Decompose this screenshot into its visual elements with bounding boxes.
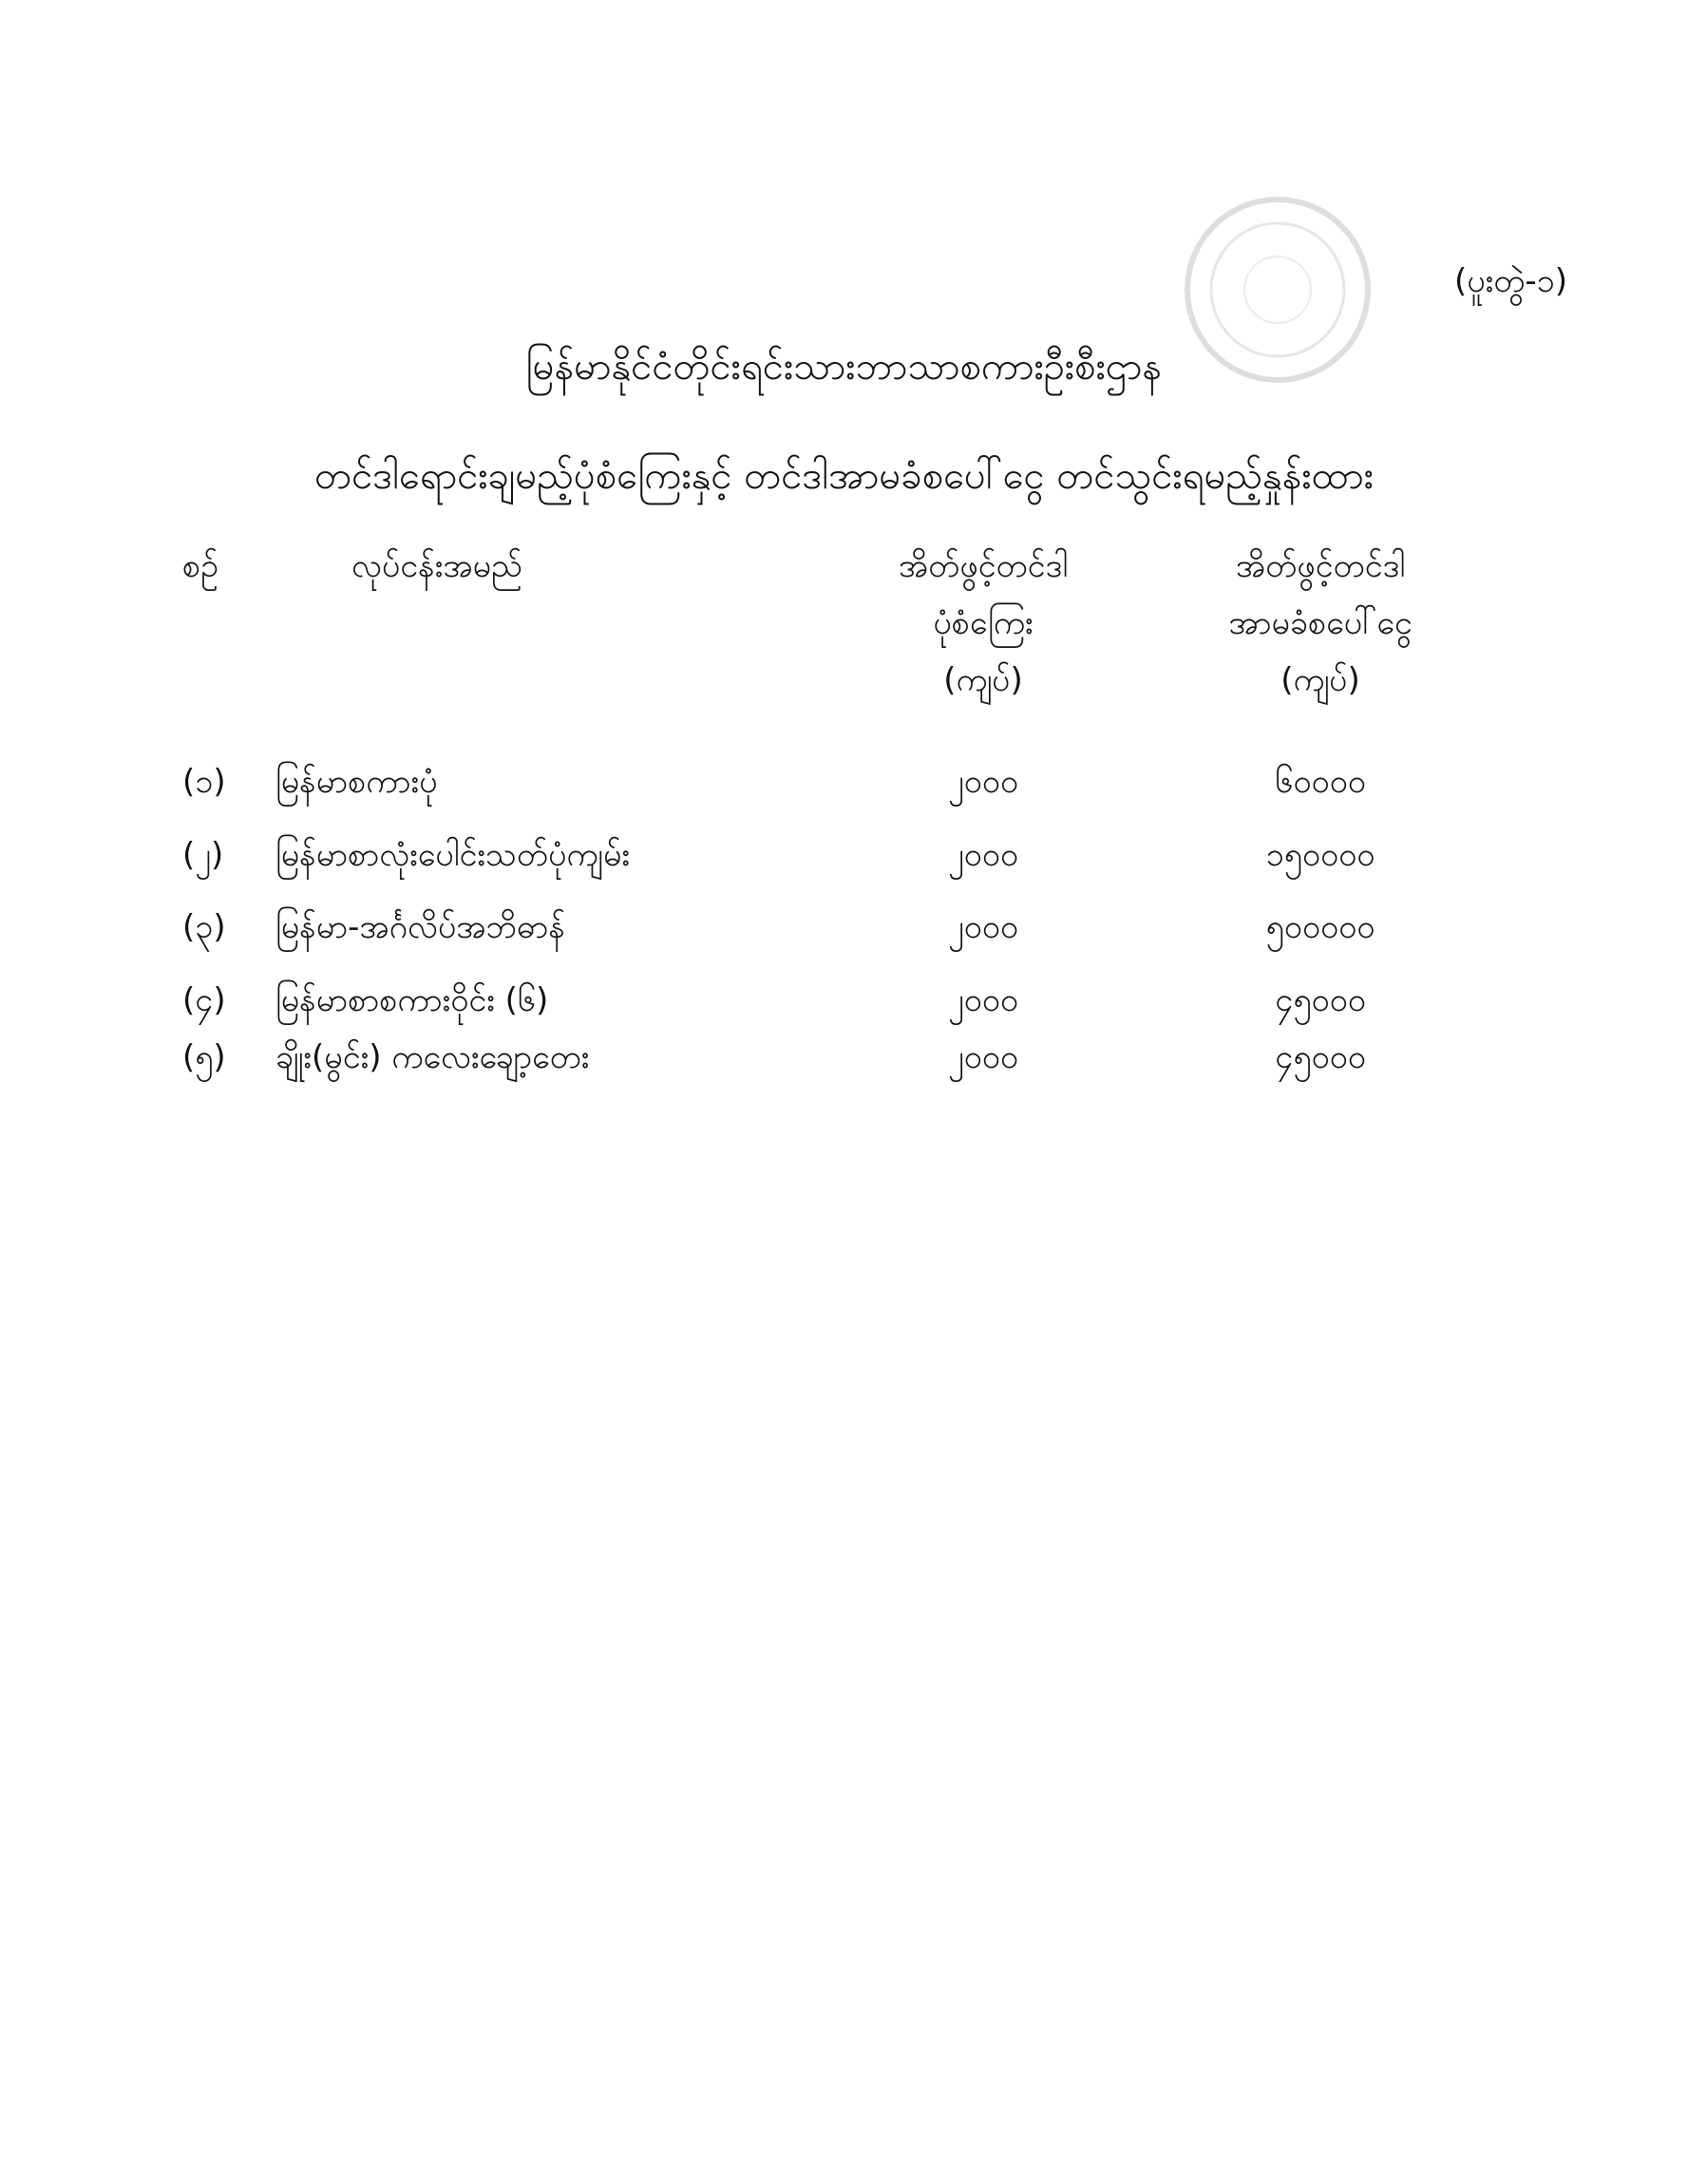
row-serial: (၅) <box>182 1038 226 1076</box>
header-fee-line-1: အိတ်ဖွင့်တင်ဒါ <box>898 547 1069 585</box>
row-fee: ၂၀၀၀ <box>947 836 1019 874</box>
header-fee-line-2: ပုံစံကြေး <box>933 604 1034 642</box>
annex-label: (ပူးတွဲ-၁) <box>1453 262 1567 300</box>
row-fee: ၂၀၀၀ <box>947 908 1019 946</box>
row-work-name: ချိုး(မွင်း) ကလေးချော့တေး <box>275 1038 590 1076</box>
header-amount-line-1: အိတ်ဖွင့်တင်ဒါ <box>1235 547 1406 585</box>
table-row <box>0 978 1688 1035</box>
table-row <box>0 833 1688 890</box>
row-fee: ၂၀၀၀ <box>947 1038 1019 1076</box>
table-row <box>0 905 1688 962</box>
row-work-name: မြန်မာ-အင်္ဂလိပ်အဘိဓာန် <box>275 908 565 946</box>
row-amount: ၄၅၀၀၀ <box>1275 1038 1366 1076</box>
row-amount: ၁၅၀၀၀၀ <box>1265 836 1375 874</box>
row-work-name: မြန်မာစာလုံးပေါင်းသတ်ပုံကျမ်း <box>275 836 631 874</box>
row-amount: ၅၀၀၀၀၀ <box>1265 908 1375 946</box>
row-serial: (၃) <box>182 908 226 946</box>
header-amount-line-3: (ကျပ်) <box>1280 661 1360 699</box>
row-work-name: မြန်မာစကားပုံ <box>275 763 438 801</box>
row-fee: ၂၀၀၀ <box>947 763 1019 801</box>
row-fee: ၂၀၀၀ <box>947 981 1019 1019</box>
header-fee-line-3: (ကျပ်) <box>943 661 1023 699</box>
row-serial: (၁) <box>182 763 226 801</box>
row-work-name: မြန်မာစာစကားဝိုင်း (၆) <box>275 981 549 1019</box>
header-tender-form-fee <box>860 538 1107 709</box>
table-row <box>0 760 1688 817</box>
table-row <box>0 1035 1688 1092</box>
row-amount: ၄၅၀၀၀ <box>1275 981 1366 1019</box>
row-amount: ၆၀၀၀၀ <box>1275 763 1366 801</box>
row-serial: (၄) <box>182 981 226 1019</box>
department-title: မြန်မာနိုင်ငံတိုင်းရင်းသားဘာသာစကားဦးစီးဌာန <box>525 345 1163 389</box>
header-guarantee-deposit <box>1197 538 1444 709</box>
header-serial: စဉ် <box>182 547 218 585</box>
header-amount-line-2: အာမခံစပေါ်ငွေ <box>1228 604 1413 642</box>
document-subtitle: တင်ဒါရောင်းချမည့်ပုံစံကြေးနှင့် တင်ဒါအာမခံစပေါ်ငွေ တင်သွင်းရမည့်နှုန်းထား <box>314 454 1374 498</box>
row-serial: (၂) <box>182 836 224 874</box>
header-work-name: လုပ်ငန်းအမည် <box>351 547 522 585</box>
